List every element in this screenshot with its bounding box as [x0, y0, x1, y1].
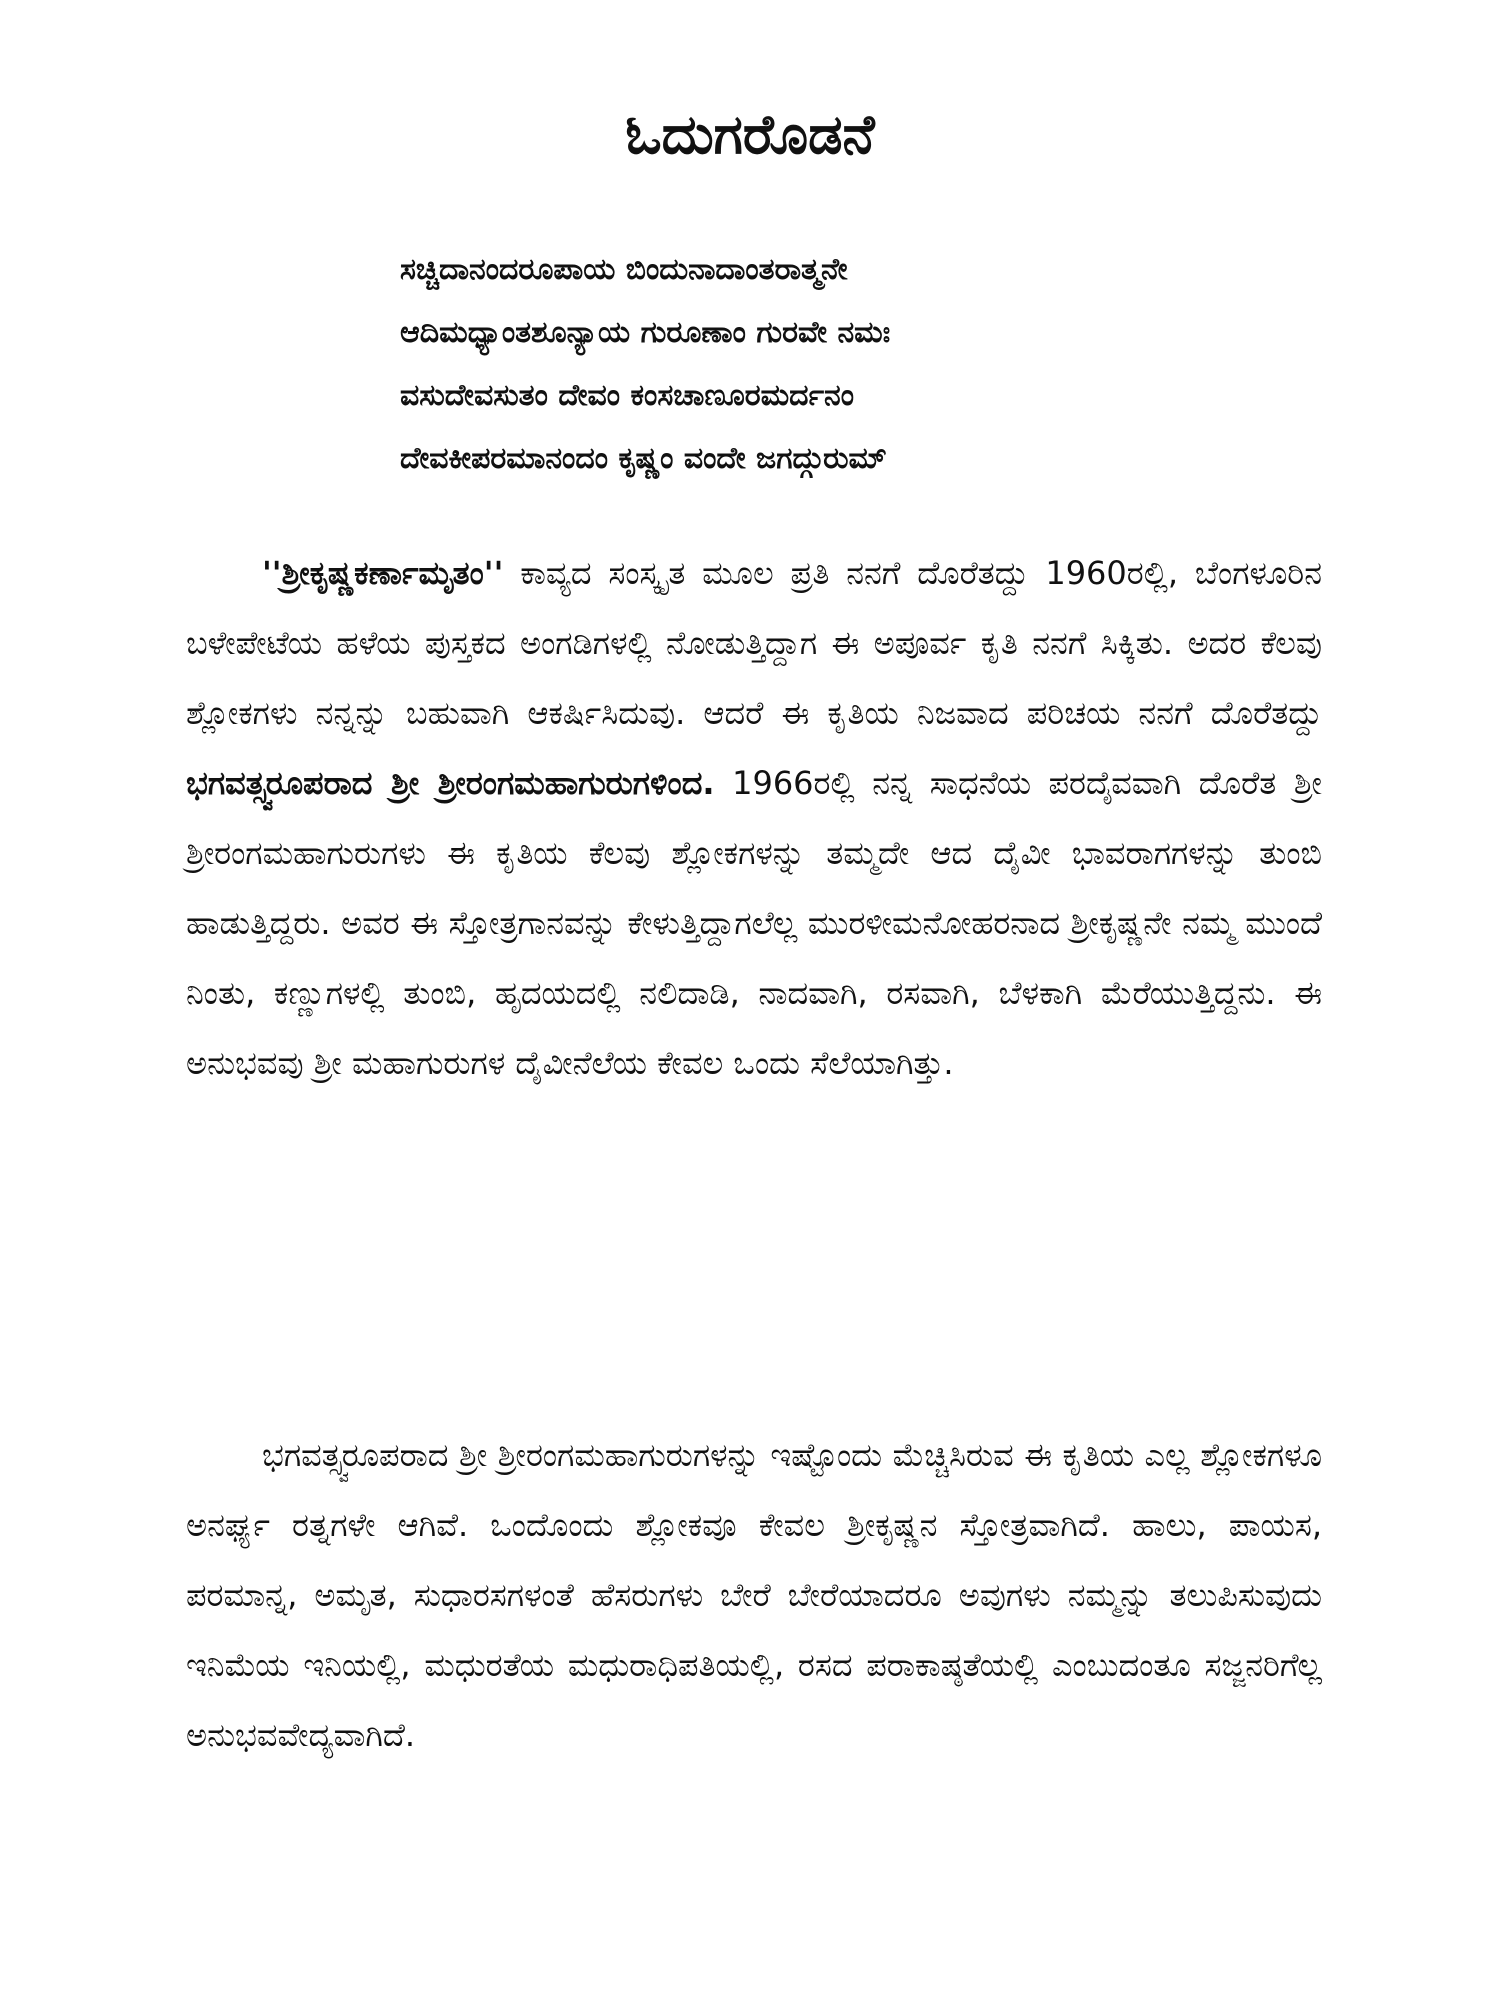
paragraph-2-text: ಭಗವತ್ಸ್ವರೂಪರಾದ ಶ್ರೀ ಶ್ರೀರಂಗಮಹಾಗುರುಗಳನ್ನು ಇಷ್ಟೊಂದು ಮೆಚ್ಚಿಸಿರುವ ಈ ಕೃತಿಯ ಎಲ್ಲ ಶ್ಲೋಕಗಳೂ ಅನರ್ಘ್ಯ ರತ್ನಗಳೇ ಆಗಿವೆ. ಒಂದೊಂದು ಶ್ಲೋಕವೂ ಕೇವಲ ಶ್ರೀಕೃಷ್ಣನ ಸ್ತೋತ್ರವಾಗಿದೆ. ಹಾಲು, ಪಾಯಸ, ಪರಮಾನ್ನ, ಅಮೃತ, ಸುಧಾರಸಗಳಂತೆ ಹೆಸರುಗಳು ಬೇರೆ ಬೇರೆಯಾದರೂ ಅವುಗಳು ನಮ್ಮನ್ನು ತಲುಪಿಸುವುದು ಇನಿಮೆಯ ಇನಿಯಲ್ಲಿ, ಮಧುರತೆಯ ಮಧುರಾಧಿಪತಿಯಲ್ಲಿ, ರಸದ ಪರಾಕಾಷ್ಠತೆಯಲ್ಲಿ ಎಂಬುದಂತೂ ಸಜ್ಜನರಿಗೆಲ್ಲ ಅನುಭವವೇದ್ಯವಾಗಿದೆ.: [186, 1436, 1322, 1754]
invocation-verse: [400, 248, 1400, 500]
paragraph-1: [186, 538, 1322, 1098]
verse-line-1: ಸಚ್ಚಿದಾನಂದರೂಪಾಯ ಬಿಂದುನಾದಾಂತರಾತ್ಮನೇ: [400, 252, 848, 287]
paragraph-1-text-b: 1966ರಲ್ಲಿ ನನ್ನ ಸಾಧನೆಯ ಪರದೈವವಾಗಿ ದೊರೆತ ಶ್ರೀ ಶ್ರೀರಂಗಮಹಾಗುರುಗಳು ಈ ಕೃತಿಯ ಕೆಲವು ಶ್ಲೋಕಗಳನ್ನು ತಮ್ಮದೇ ಆದ ದೈವೀ ಭಾವರಾಗಗಳನ್ನು ತುಂಬಿ ಹಾಡುತ್ತಿದ್ದರು. ಅವರ ಈ ಸ್ತೋತ್ರಗಾನವನ್ನು ಕೇಳುತ್ತಿದ್ದಾಗಲೆಲ್ಲ ಮುರಳೀಮನೋಹರನಾದ ಶ್ರೀಕೃಷ್ಣನೇ ನಮ್ಮ ಮುಂದೆ ನಿಂತು, ಕಣ್ಣುಗಳಲ್ಲಿ ತುಂಬಿ, ಹೃದಯದಲ್ಲಿ ನಲಿದಾಡಿ, ನಾದವಾಗಿ, ರಸವಾಗಿ, ಬೆಳಕಾಗಿ ಮೆರೆಯುತ್ತಿದ್ದನು. ಈ ಅನುಭವವು ಶ್ರೀ ಮಹಾಗುರುಗಳ ದೈವೀನೆಲೆಯ ಕೇವಲ ಒಂದು ಸೆಲೆಯಾಗಿತ್ತು.: [186, 764, 1322, 1082]
guru-name: ಭಗವತ್ಸ್ವರೂಪರಾದ ಶ್ರೀ ಶ್ರೀರಂಗಮಹಾಗುರುಗಳಿಂದ.: [186, 764, 715, 802]
work-title: ''ಶ್ರೀಕೃಷ್ಣಕರ್ಣಾಮೃತಂ'': [262, 554, 504, 592]
page-title: ಓದುಗರೊಡನೆ: [625, 103, 875, 166]
paragraph-1-text-a: ಕಾವ್ಯದ ಸಂಸ್ಕೃತ ಮೂಲ ಪ್ರತಿ ನನಗೆ ದೊರೆತದ್ದು 1960ರಲ್ಲಿ, ಬೆಂಗಳೂರಿನ ಬಳೇಪೇಟೆಯ ಹಳೆಯ ಪುಸ್ತಕದ ಅಂಗಡಿಗಳಲ್ಲಿ ನೋಡುತ್ತಿದ್ದಾಗ ಈ ಅಪೂರ್ವ ಕೃತಿ ನನಗೆ ಸಿಕ್ಕಿತು. ಅದರ ಕೆಲವು ಶ್ಲೋಕಗಳು ನನ್ನನ್ನು ಬಹುವಾಗಿ ಆಕರ್ಷಿಸಿದುವು. ಆದರೆ ಈ ಕೃತಿಯ ನಿಜವಾದ ಪರಿಚಯ ನನಗೆ ದೊರೆತದ್ದು: [186, 554, 1322, 732]
verse-line-2: ಆದಿಮಧ್ಯಾಂತಶೂನ್ಯಾಯ ಗುರೂಣಾಂ ಗುರವೇ ನಮಃ: [400, 315, 891, 350]
verse-line-4: ದೇವಕೀಪರಮಾನಂದಂ ಕೃಷ್ಣಂ ವಂದೇ ಜಗದ್ಗುರುಮ್: [400, 441, 887, 476]
paragraph-2: [186, 1420, 1322, 1770]
verse-line-3: ವಸುದೇವಸುತಂ ದೇವಂ ಕಂಸಚಾಣೂರಮರ್ದನಂ: [400, 378, 855, 413]
